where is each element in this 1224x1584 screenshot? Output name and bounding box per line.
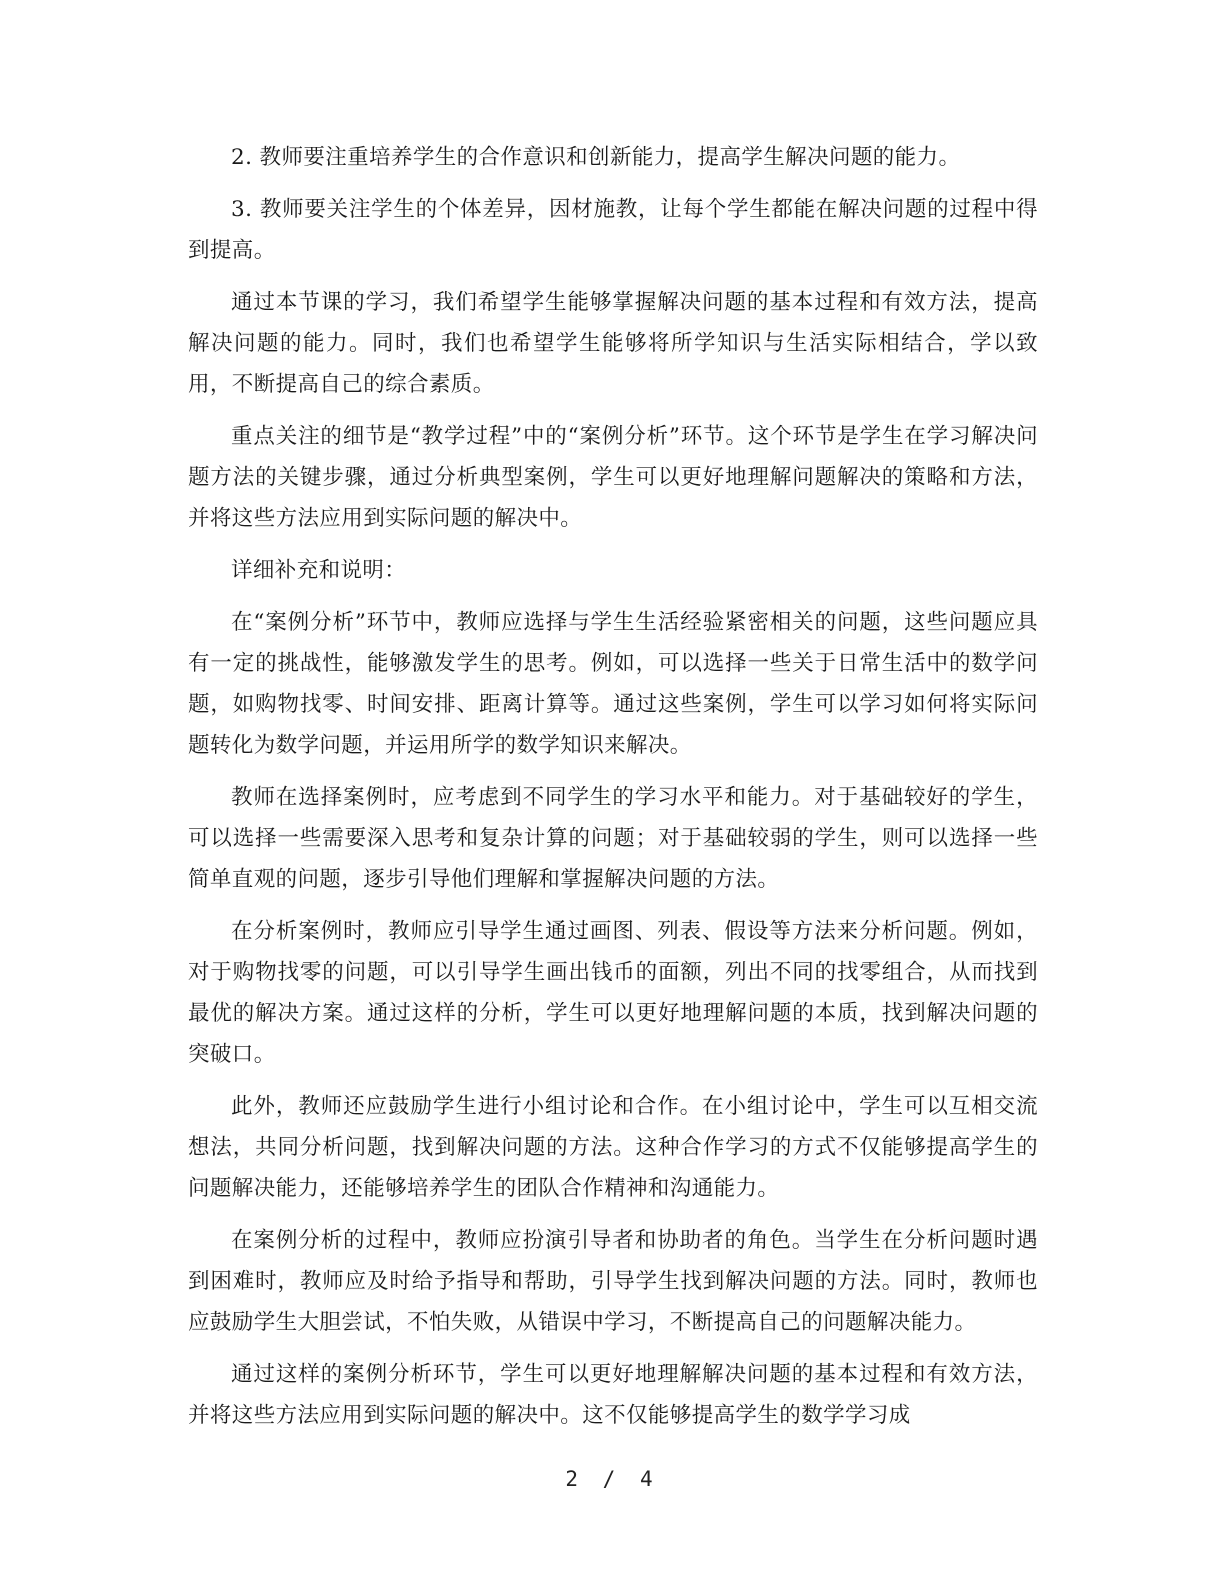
- paragraph-focus-detail: 重点关注的细节是“教学过程”中的“案例分析”环节。这个环节是学生在学习解决问题方法的关键步骤，通过分析典型案例，学生可以更好地理解问题解决的策略和方法，并将这些方法应用到实际问题的解决中。: [188, 424, 1038, 531]
- paragraph-summary: 通过本节课的学习，我们希望学生能够掌握解决问题的基本过程和有效方法，提高解决问题的能力。同时，我们也希望学生能够将所学知识与生活实际相结合，学以致用，不断提高自己的综合素质。: [188, 290, 1038, 397]
- paragraph-supplement-heading: 详细补充和说明：: [231, 558, 407, 583]
- paragraph-teacher-role: 在案例分析的过程中，教师应扮演引导者和协助者的角色。当学生在分析问题时遇到困难时，教师应及时给予指导和帮助，引导学生找到解决问题的方法。同时，教师也应鼓励学生大胆尝试，不怕失败，从错误中学习，不断提高自己的问题解决能力。: [188, 1228, 1038, 1335]
- paragraph-conclusion: 通过这样的案例分析环节，学生可以更好地理解解决问题的基本过程和有效方法，并将这些方法应用到实际问题的解决中。这不仅能够提高学生的数学学习成: [188, 1362, 1038, 1428]
- paragraph-case-selection: 在“案例分析”环节中，教师应选择与学生生活经验紧密相关的问题，这些问题应具有一定的挑战性，能够激发学生的思考。例如，可以选择一些关于日常生活中的数学问题，如购物找零、时间安排、距离计算等。通过这些案例，学生可以学习如何将实际问题转化为数学问题，并运用所学的数学知识来解决。: [188, 610, 1038, 758]
- paragraph-analysis-methods: 在分析案例时，教师应引导学生通过画图、列表、假设等方法来分析问题。例如，对于购物找零的问题，可以引导学生画出钱币的面额，列出不同的找零组合，从而找到最优的解决方案。通过这样的分析，学生可以更好地理解问题的本质，找到解决问题的突破口。: [188, 919, 1038, 1067]
- page-number: 2 / 4: [565, 1467, 659, 1491]
- paragraph-group-discussion: 此外，教师还应鼓励学生进行小组讨论和合作。在小组讨论中，学生可以互相交流想法，共同分析问题，找到解决问题的方法。这种合作学习的方式不仅能够提高学生的问题解决能力，还能够培养学生的团队合作精神和沟通能力。: [188, 1094, 1038, 1201]
- paragraph-point-3: 3. 教师要关注学生的个体差异，因材施教，让每个学生都能在解决问题的过程中得到提高。: [188, 197, 1038, 263]
- paragraph-point-2: 2. 教师要注重培养学生的合作意识和创新能力，提高学生解决问题的能力。: [231, 145, 961, 170]
- document-body: [188, 137, 1038, 1447]
- paragraph-student-levels: 教师在选择案例时，应考虑到不同学生的学习水平和能力。对于基础较好的学生，可以选择一些需要深入思考和复杂计算的问题；对于基础较弱的学生，则可以选择一些简单直观的问题，逐步引导他们理解和掌握解决问题的方法。: [188, 785, 1038, 892]
